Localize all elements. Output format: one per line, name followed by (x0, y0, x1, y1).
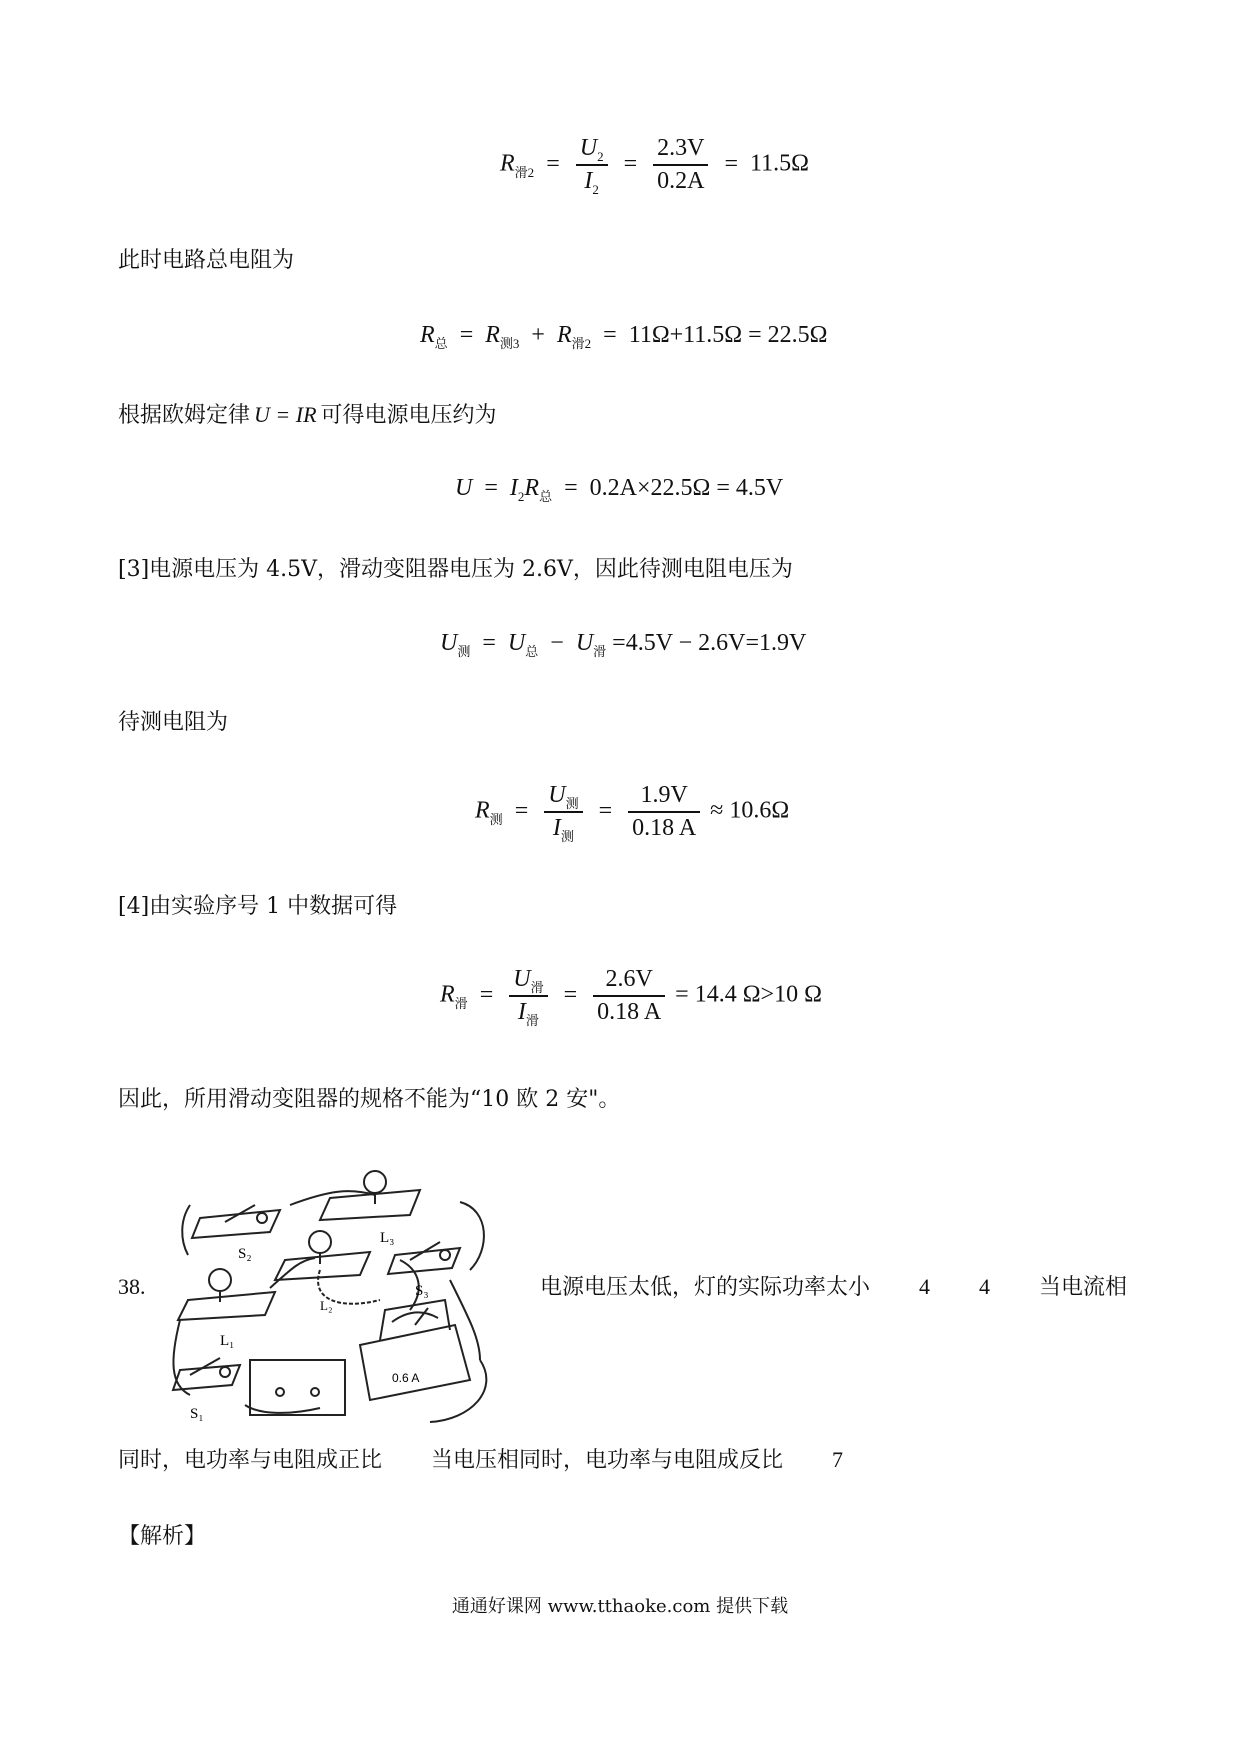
page-footer: 通通好课网 www.tthaoke.com 提供下载 (451, 1596, 789, 1617)
lamp-l3 (320, 1171, 420, 1220)
text-ohms-law: 根据欧姆定律 U = IR 可得电源电压约为 (118, 402, 497, 428)
ammeter (360, 1300, 470, 1400)
equation-slider-resistance: $R_滑$ = $\frac{U_滑}{I_滑}$ = $\frac{2.6V}{0.18 A}$ = 14.4 Ω>10 Ω (440, 966, 822, 1028)
power-supply (250, 1360, 345, 1415)
label-s2: S₂ (238, 1246, 252, 1262)
text-conclusion: 因此，所用滑动变阻器的规格不能为“10 欧 2 安"。 (118, 1087, 621, 1112)
answer-1: 电源电压太低，灯的实际功率太小 (540, 1275, 871, 1300)
equation-measured-resistance: $R_测$ = $\frac{U_测}{I_测}$ = $\frac{1.9V}{0.18 A}$ ≈ 10.6Ω (475, 782, 790, 844)
equation-slider-resistance-2: $R_{滑2}$ = $\frac{U_2}{I_2}$ = $\frac{2.3V}{0.2A}$ = 11.5Ω (500, 135, 809, 197)
label-l3: L₃ (380, 1230, 395, 1246)
answer-2: 4 (919, 1274, 931, 1299)
text-step-3: [3]电源电压为 4.5V，滑动变阻器电压为 2.6V，因此待测电阻电压为 (118, 557, 793, 582)
equation-measured-voltage: $U_测 = U_总 - U_滑 =4.5V - 2.6V=1.9V$ (440, 630, 807, 659)
circuit-diagram (170, 1160, 510, 1425)
answer-5: 当电压相同时，电功率与电阻成反比 (431, 1448, 784, 1473)
label-s1: S₁ (190, 1406, 204, 1422)
answer-6: 7 (832, 1447, 844, 1472)
label-s3: S₃ (415, 1283, 429, 1299)
lamp-l2 (275, 1231, 370, 1280)
text-step-4: [4]由实验序号 1 中数据可得 (118, 894, 398, 919)
switch-s1 (173, 1358, 240, 1390)
answer-line-2 (118, 1445, 843, 1476)
answer-4b: 同时，电功率与电阻成正比 (118, 1448, 383, 1473)
switch-s3 (388, 1242, 460, 1274)
lamp-l1 (178, 1269, 275, 1320)
equation-source-voltage: $U = I_2R_总 = 0.2A\times 22.5\Omega = 4.5V$ (455, 475, 784, 504)
question-number: 38. (118, 1274, 146, 1299)
answer-line-1 (540, 1272, 1127, 1303)
answer-4a: 当电流相 (1039, 1275, 1128, 1300)
analysis-heading: 【解析】 (118, 1524, 207, 1549)
switch-s2 (192, 1205, 280, 1238)
label-l2: L₂ (320, 1298, 333, 1313)
text-measured-resistance: 待测电阻为 (118, 710, 229, 735)
equation-total-resistance: $R_总 = R_{测3} + R_{滑2} = 11\Omega+11.5\Omega = 22.5\Omega$ (420, 322, 828, 351)
result: 11.5Ω (750, 150, 809, 177)
text-total-resistance: 此时电路总电阻为 (118, 248, 295, 273)
answer-3: 4 (979, 1274, 991, 1299)
label-l1: L₁ (220, 1333, 235, 1349)
ammeter-scale-label: 0.6 A (392, 1371, 420, 1385)
